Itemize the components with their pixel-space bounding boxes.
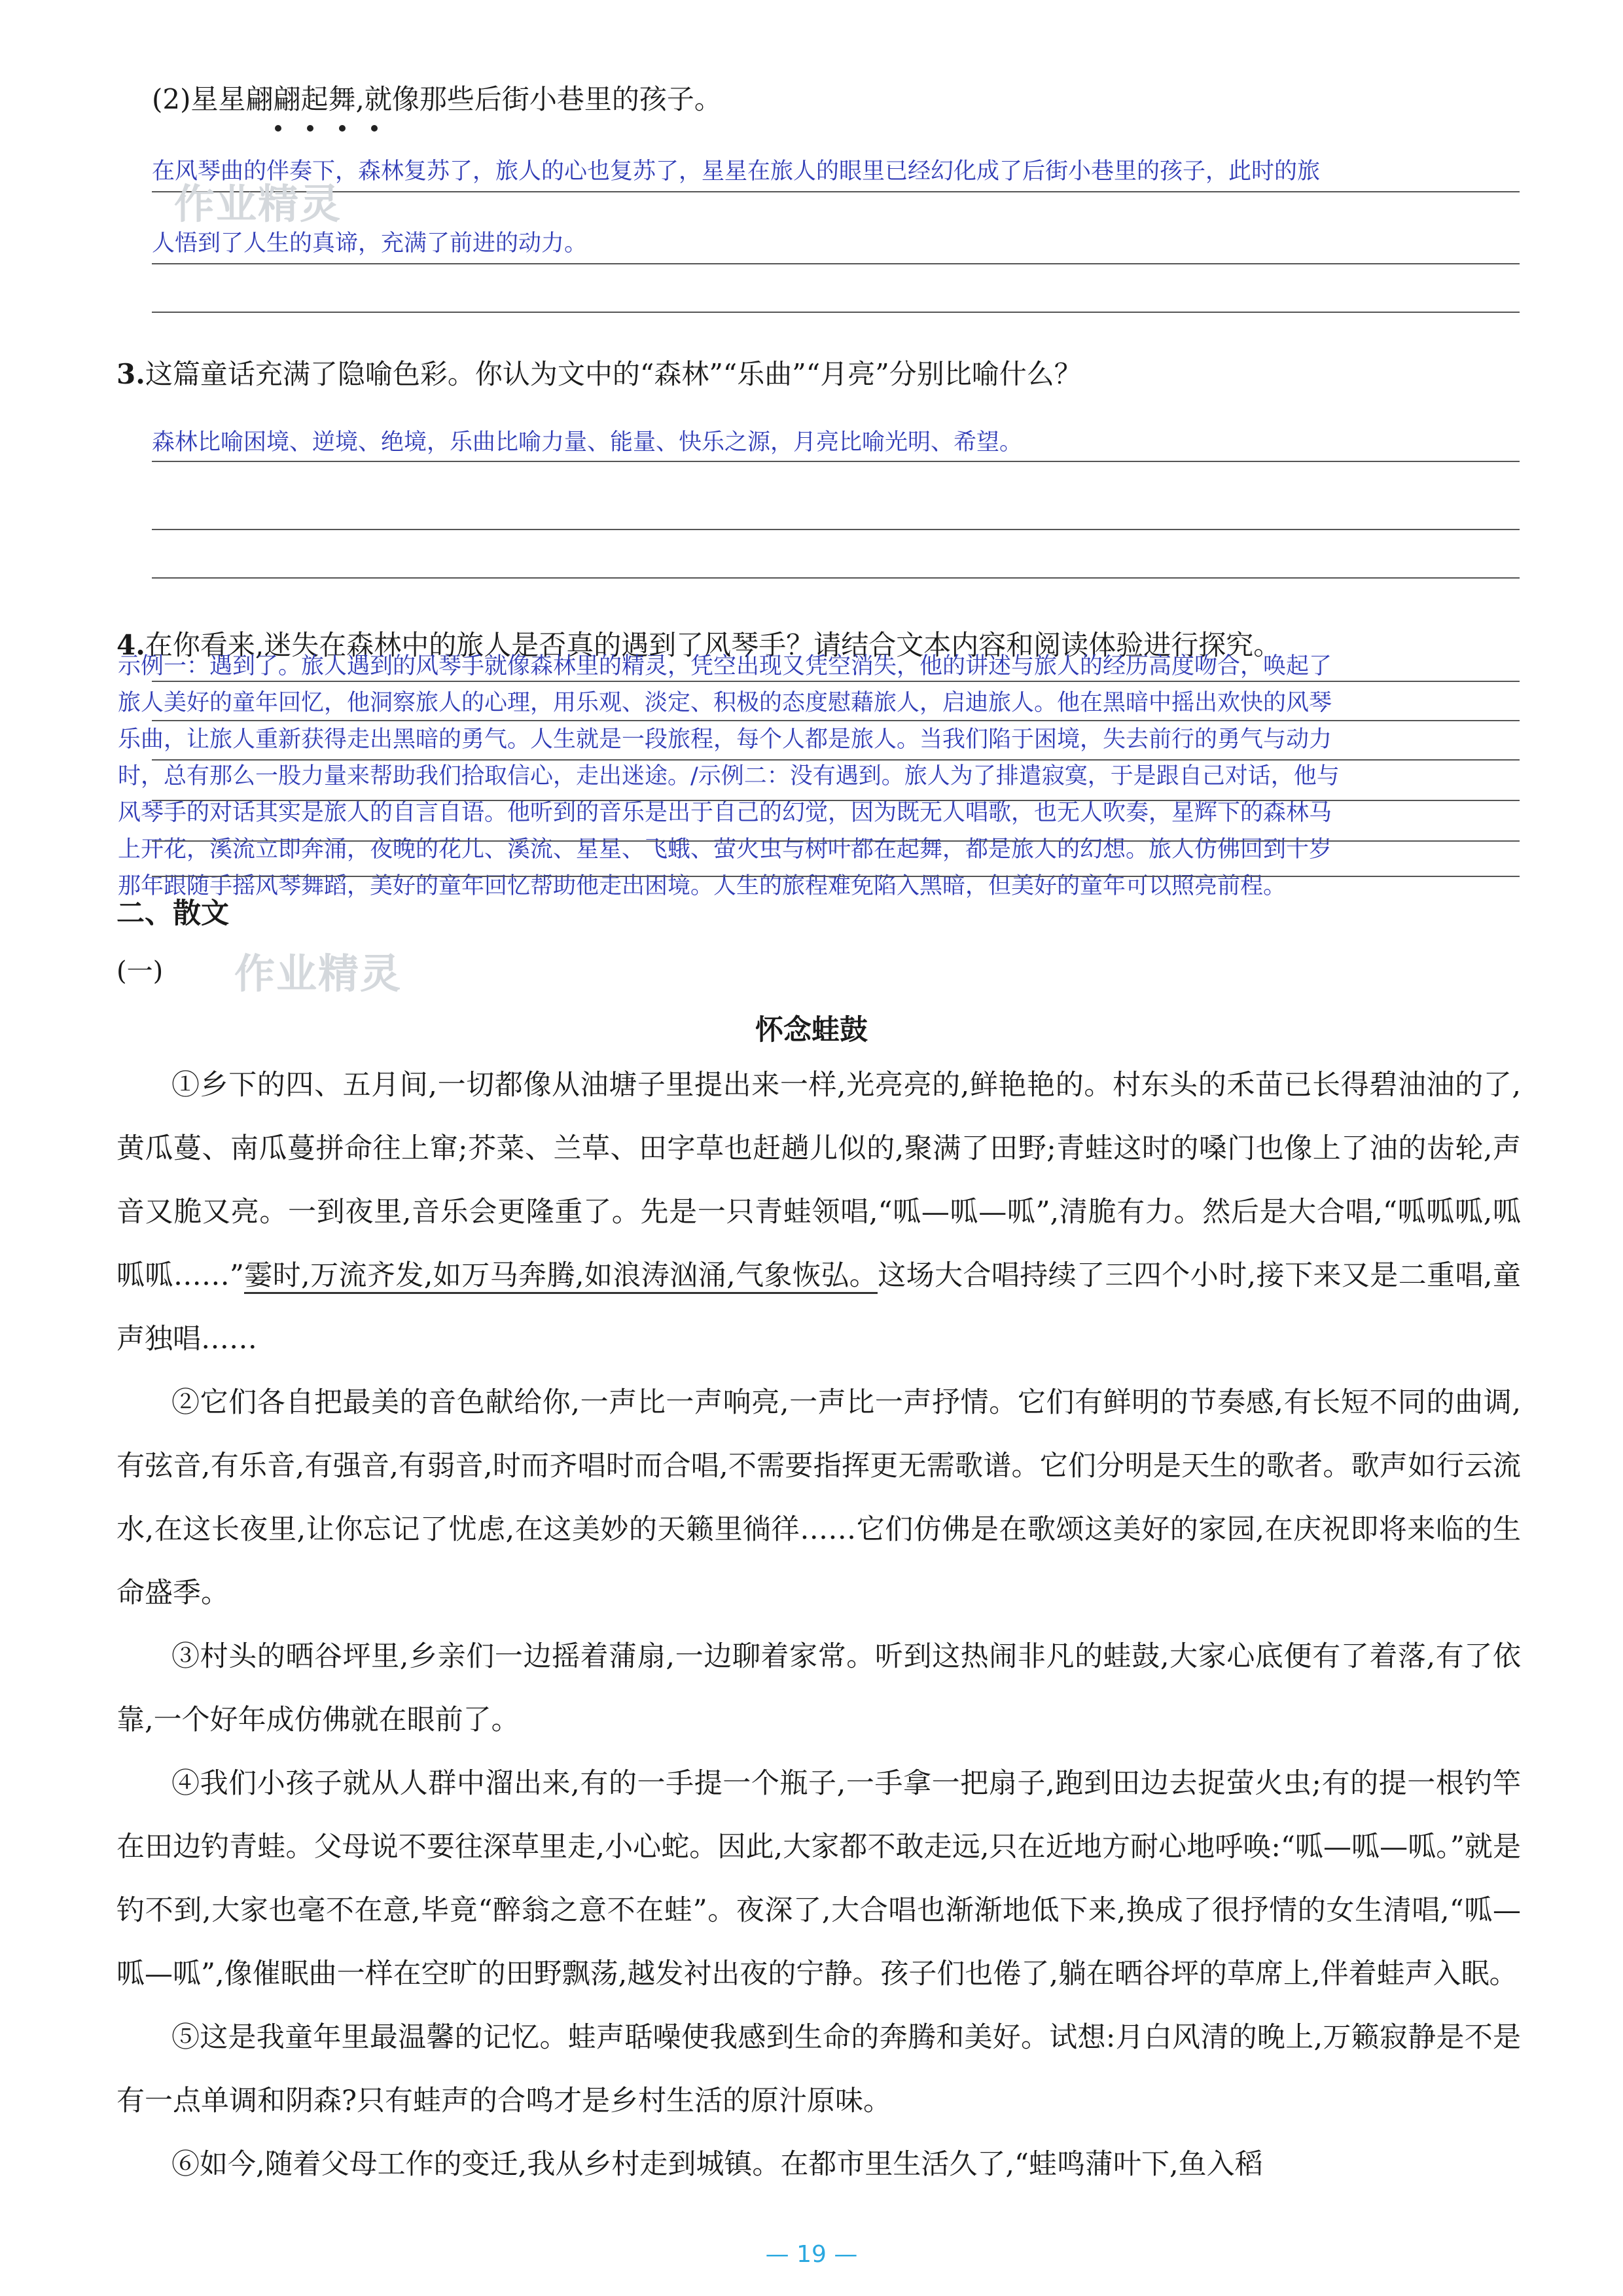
- q4-answer-line: 示例一：遇到了。旅人遇到的风琴手就像森林里的精灵，凭空出现又凭空消失，他的讲述与旅人的经历高度吻合，唤起了: [118, 653, 1332, 679]
- q3-text: 这篇童话充满了隐喻色彩。你认为文中的“森林”“乐曲”“月亮”分别比喻什么？: [145, 358, 1082, 390]
- essay-paragraph-5: ⑤这是我童年里最温馨的记忆。蛙声聒噪使我感到生命的奔腾和美好。试想:月白风清的晚上,万籁寂静是不是有一点单调和阴森?只有蛙声的合鸣才是乡村生活的原汁原味。: [116, 2021, 1521, 2117]
- essay-paragraph-6: ⑥如今,随着父母工作的变迁,我从乡村走到城镇。在都市里生活久了,“蛙鸣蒲叶下,鱼入稻: [171, 2148, 1263, 2181]
- essay-paragraph-1: [116, 1054, 1521, 1371]
- q4-answer-line: 上开花，溪流立即奔涌，夜晚的花儿、溪流、星星、飞蛾、萤火虫与树叶都在起舞，都是旅人的幻想。旅人仿佛回到十岁: [118, 836, 1332, 863]
- essay-title: 怀念蛙鼓: [755, 1014, 868, 1047]
- q4-answer-line: 时，总有那么一股力量来帮助我们拾取信心，走出迷途。/示例二：没有遇到。旅人为了排遣寂寞，于是跟自己对话，他与: [118, 763, 1340, 789]
- essay-paragraph-2: ②它们各自把最美的音色献给你,一声比一声响亮,一声比一声抒情。它们有鲜明的节奏感,有长短不同的曲调,有弦音,有乐音,有强音,有弱音,时而齐唱时而合唱,不需要指挥更无需歌谱。它们分明是天生的歌者。歌声如行云流水,在这长夜里,让你忘记了忧虑,在这美妙的天籁里徜徉……它们仿佛是在歌颂这美好的家园,在庆祝即将来临的生命盛季。: [116, 1386, 1521, 1609]
- watermark-logo: 作业精灵: [174, 180, 342, 228]
- underlined-sentence: 霎时,万流齐发,如万马奔腾,如浪涛汹涌,气象恢弘。: [244, 1259, 878, 1294]
- section-heading: 二、散文: [116, 897, 229, 930]
- essay-paragraph-4: ④我们小孩子就从人群中溜出来,有的一手提一个瓶子,一手拿一把扇子,跑到田边去捉萤火虫;有的提一根钓竿在田边钓青蛙。父母说不要往深草里走,小心蛇。因此,大家都不敢走远,只在近地方耐心地呼唤:“呱—呱—呱。”就是钓不到,大家也毫不在意,毕竟“醉翁之意不在蛙”。夜深了,大合唱也渐渐地低下来,换成了很抒情的女生清唱,“呱—呱—呱”,像催眠曲一样在空旷的田野飘荡,越发衬出夜的宁静。孩子们也倦了,躺在晒谷坪的草席上,伴着蛙声入眠。: [116, 1767, 1521, 1990]
- q2-sub-question: (2)星星翩翩起舞,就像那些后街小巷里的孩子。: [152, 83, 722, 115]
- q3-answer: 森林比喻困境、逆境、绝境，乐曲比喻力量、能量、快乐之源，月亮比喻光明、希望。: [152, 429, 1023, 456]
- answer-rule: [152, 759, 1520, 761]
- answer-rule: [152, 800, 1520, 801]
- answer-rule: [152, 461, 1520, 462]
- q4-number: 4.: [116, 629, 145, 661]
- section-subheading: (一): [116, 956, 164, 986]
- q4-answer-line: 风琴手的对话其实是旅人的自言自语。他听到的音乐是出于自己的幻觉，因为既无人唱歌，也无人吹奏，星辉下的森林马: [118, 800, 1332, 826]
- essay-paragraph-3: ③村头的晒谷坪里,乡亲们一边摇着蒲扇,一边聊着家常。听到这热闹非凡的蛙鼓,大家心底便有了着落,有了依靠,一个好年成仿佛就在眼前了。: [116, 1640, 1521, 1736]
- q3-question: [116, 356, 1082, 393]
- answer-rule: [152, 529, 1520, 530]
- q2-answer-line2: 人悟到了人生的真谛，充满了前进的动力。: [152, 230, 588, 257]
- emphasis-dots: [275, 122, 403, 134]
- answer-rule: [152, 681, 1520, 682]
- answer-rule: [152, 876, 1520, 877]
- essay-body: [116, 1054, 1521, 2197]
- page-number: — 19 —: [765, 2241, 858, 2268]
- answer-rule: [152, 312, 1520, 313]
- q4-answer-block: [118, 648, 1525, 905]
- q2-answer-line1: 在风琴曲的伴奏下，森林复苏了，旅人的心也复苏了，星星在旅人的眼里已经幻化成了后街小巷里的孩子，此时的旅: [152, 158, 1321, 185]
- essay-text: ①乡下的四、五月间,一切都像从油塘子里提出来一样,光亮亮的,鲜艳艳的。村东头的禾苗已长得碧油油的了,黄瓜蔓、南瓜蔓拼命往上窜;芥菜、兰草、田字草也赶趟儿似的,聚满了田野;青蛙这时的嗓门也像上了油的齿轮,声音又脆又亮。一到夜里,音乐会更隆重了。先是一只青蛙领唱,“呱—呱—呱”,清脆有力。然后是大合唱,“呱呱呱,呱呱呱……”: [116, 1069, 1521, 1292]
- answer-rule: [152, 263, 1520, 264]
- q4-answer-line: 乐曲，让旅人重新获得走出黑暗的勇气。人生就是一段旅程，每个人都是旅人。当我们陷于困境，失去前行的勇气与动力: [118, 726, 1332, 753]
- answer-rule: [152, 840, 1520, 842]
- essay-text: 这场大合唱持续了三四个小时,接下来又是二重唱,童声独唱……: [116, 1259, 1521, 1355]
- q3-number: 3.: [116, 358, 145, 390]
- q4-answer-line: 旅人美好的童年回忆，他洞察旅人的心理，用乐观、淡定、积极的态度慰藉旅人，启迪旅人。他在黑暗中摇出欢快的风琴: [118, 690, 1332, 716]
- answer-rule: [152, 720, 1520, 721]
- q4-answer-line: 那年跟随手摇风琴舞蹈，美好的童年回忆帮助他走出困境。人生的旅程难免陷入黑暗，但美好的童年可以照亮前程。: [118, 873, 1287, 899]
- answer-rule: [152, 191, 1520, 192]
- q4-text: 在你看来,迷失在森林中的旅人是否真的遇到了风琴手？请结合文本内容和阅读体验进行探究。: [145, 629, 1281, 661]
- answer-rule: [152, 577, 1520, 579]
- watermark-logo: 作业精灵: [234, 950, 402, 997]
